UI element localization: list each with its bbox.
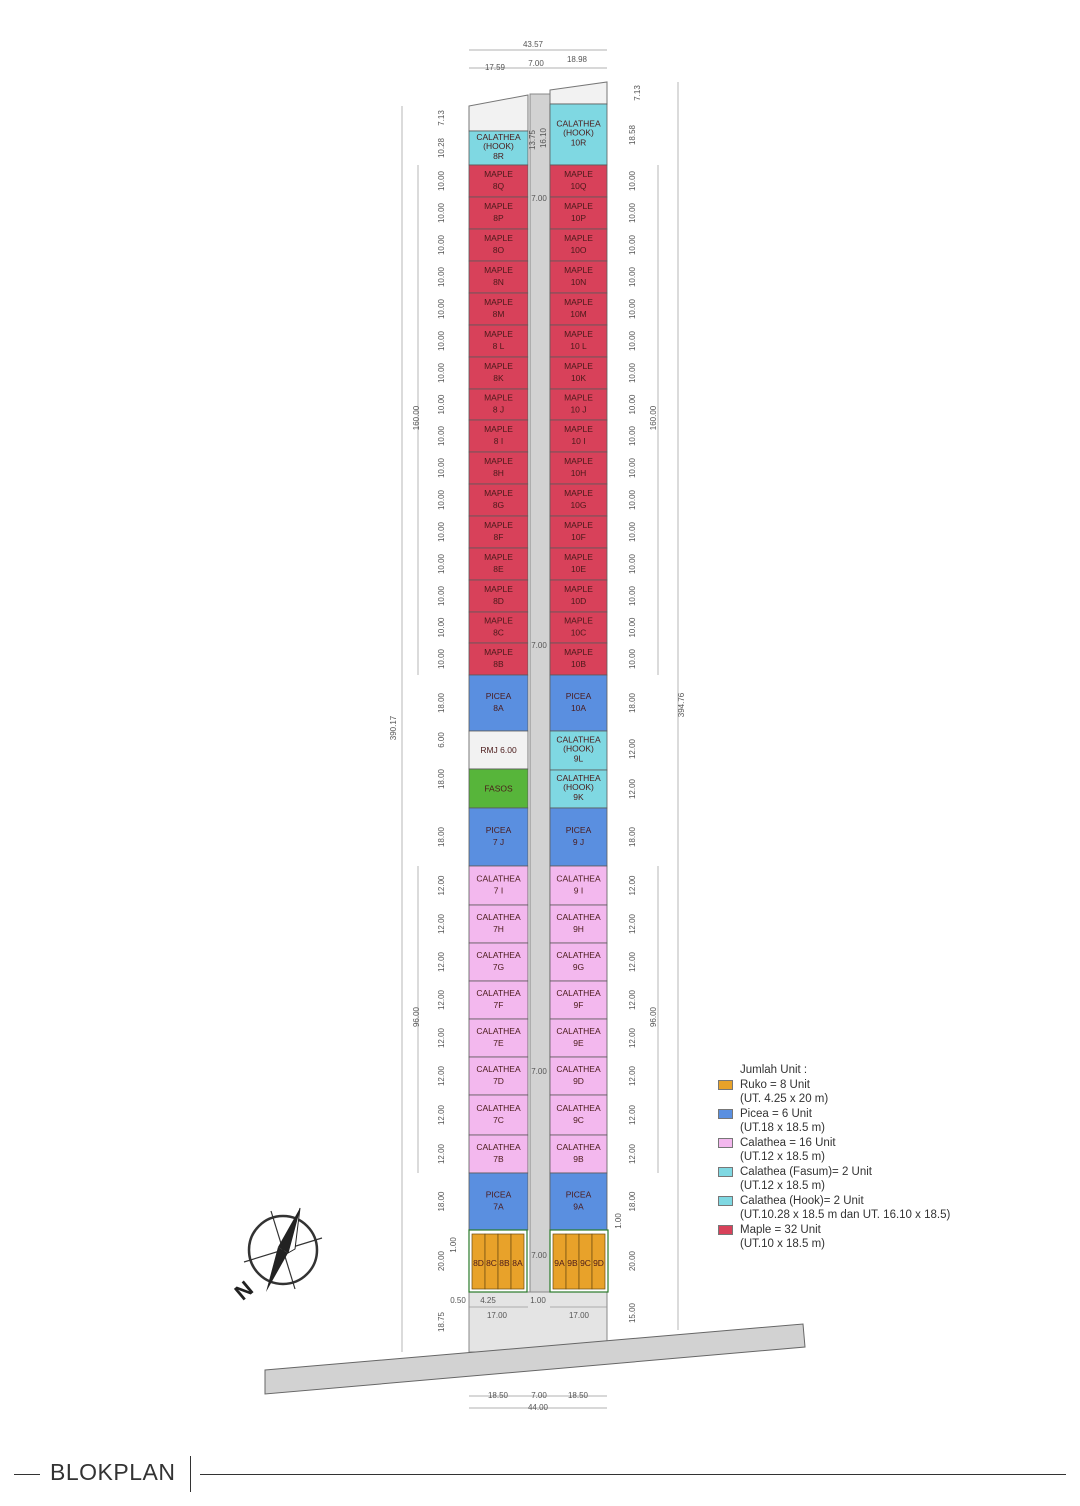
lot-code-label: 8K xyxy=(493,373,504,383)
left-calathea-lot-dim: 12.00 xyxy=(437,951,446,973)
legend-detail: (UT.10 x 18.5 m) xyxy=(740,1238,825,1250)
lot-sub-label: (HOOK) xyxy=(563,782,594,792)
lot-type-label: CALATHEA xyxy=(476,1064,521,1074)
lot-code-label: 10P xyxy=(570,213,587,223)
lot-type-label: MAPLE xyxy=(564,297,593,307)
right-lot-dim: 10.00 xyxy=(628,457,637,479)
legend-label: Ruko = 8 Unit xyxy=(740,1078,810,1091)
lot-type-label: CALATHEA xyxy=(476,873,521,884)
lot-code-label: 7E xyxy=(493,1038,504,1048)
lot-code-label: 9G xyxy=(572,962,585,972)
right-lot-dim: 10.00 xyxy=(628,362,637,384)
lot-code-label: 10N xyxy=(570,277,587,287)
lot-code-label: 8 I xyxy=(493,436,504,446)
left-lot-dim: 10.00 xyxy=(437,170,446,192)
right-calathea-lot-dim: 12.00 xyxy=(628,1065,637,1087)
right-lot-dim: 10.00 xyxy=(628,266,637,288)
lot-code-label: 10R xyxy=(570,137,587,148)
lot-type-label: MAPLE xyxy=(484,201,513,211)
bottom-left-dim: 18.75 xyxy=(437,1311,446,1333)
right-lot-dim: 10.00 xyxy=(628,394,637,415)
left-lot-dim: 10.00 xyxy=(437,648,446,670)
legend-detail: (UT.12 x 18.5 m) xyxy=(740,1180,825,1192)
lot-code-label: 10M xyxy=(570,309,587,319)
footer-separator xyxy=(190,1456,191,1492)
lot-type-label: CALATHEA xyxy=(556,773,601,783)
lot-type-label: MAPLE xyxy=(484,169,513,179)
lot-code-label: 10 I xyxy=(571,436,586,446)
mid-b-dim: 16.10 xyxy=(539,127,548,149)
lot-type-label: MAPLE xyxy=(484,265,513,275)
legend-label: Calathea = 16 Unit xyxy=(740,1136,836,1149)
road-width-label: 7.00 xyxy=(531,194,547,203)
left-maple-dim: 160.00 xyxy=(412,405,421,431)
lot-code-label: 10O xyxy=(570,245,587,255)
lot-type-label: CALATHEA xyxy=(476,988,521,998)
lot-type-label: PICEA xyxy=(565,1189,592,1200)
lot-type-label: CALATHEA xyxy=(476,1103,521,1113)
lot-code-label: 9E xyxy=(573,1038,584,1048)
right-picea-dim: 18.00 xyxy=(628,692,637,714)
top-left-a-dim: 7.13 xyxy=(437,110,446,126)
lot-code-label: 9A xyxy=(573,1201,584,1212)
lot-type-label: MAPLE xyxy=(564,361,593,371)
footer-rule-left xyxy=(14,1474,40,1475)
right-calathea-lot-dim: 12.00 xyxy=(628,875,637,896)
lot-type-label: CALATHEA xyxy=(476,132,521,142)
legend-title: Jumlah Unit : xyxy=(740,1064,808,1076)
right-lot-dim: 10.00 xyxy=(628,617,637,638)
lot-type-label: CALATHEA xyxy=(556,873,601,884)
lot-type-label: PICEA xyxy=(485,1189,512,1200)
lot-code-label: 8H xyxy=(493,468,504,478)
right-total-dim: 394.76 xyxy=(677,692,686,718)
left-total-dim: 390.17 xyxy=(389,715,398,741)
right-picea-dim: 18.00 xyxy=(628,826,637,848)
lot-code-label: 7C xyxy=(493,1115,504,1125)
lot-code-label: 8N xyxy=(493,277,504,287)
right-ruko-dim: 20.00 xyxy=(628,1250,637,1272)
lot-code-label: 8O xyxy=(492,245,505,255)
top-dim-tick: 7.13 xyxy=(633,85,642,101)
left-calathea-lot-dim: 12.00 xyxy=(437,1027,446,1049)
lot-code-label: 10 J xyxy=(570,404,587,415)
left-lot-dim: 10.00 xyxy=(437,553,446,575)
ruko-code-label: 9C xyxy=(580,1258,591,1268)
top-dim-road: 7.00 xyxy=(528,59,544,68)
lot-type-label: CALATHEA xyxy=(556,1103,601,1113)
left-calathea-lot-dim: 12.00 xyxy=(437,875,446,896)
left-picea-dim: 18.00 xyxy=(437,692,446,714)
left-lot-dim: 10.00 xyxy=(437,394,446,415)
lot-type-label: MAPLE xyxy=(484,552,513,562)
ruko-code-label: 8B xyxy=(499,1258,510,1268)
lot-code-label: 7A xyxy=(493,1201,504,1212)
right-calathea-lot-dim: 12.00 xyxy=(628,1143,637,1165)
lot-type-label: MAPLE xyxy=(564,329,593,339)
lot-type-label: MAPLE xyxy=(484,647,513,657)
lot-type-label: PICEA xyxy=(565,825,592,835)
lot-code-label: 9L xyxy=(573,753,584,764)
legend-items xyxy=(718,1078,950,1252)
lot-type-label: CALATHEA xyxy=(556,1026,601,1036)
lot-code-label: 8G xyxy=(492,500,505,510)
lot-code-label: 9H xyxy=(573,924,584,934)
lot-code-label: 10B xyxy=(570,659,587,669)
lot-code-label: 10C xyxy=(570,627,587,638)
lot-code-label: 10G xyxy=(570,500,587,510)
lot-code-label: 8 J xyxy=(492,404,505,415)
lot-type-label: MAPLE xyxy=(564,265,593,275)
ruko-left-width-dim: 17.00 xyxy=(486,1311,508,1320)
ruko-unit-dim: 4.25 xyxy=(480,1296,496,1305)
legend-item xyxy=(718,1223,950,1238)
bottom-dim-right: 18.50 xyxy=(567,1391,589,1400)
bottom-dim-left: 18.50 xyxy=(487,1391,509,1400)
central-road xyxy=(530,94,550,1352)
lot-type-label: MAPLE xyxy=(564,615,593,626)
ruko-code-label: 9B xyxy=(567,1258,578,1268)
left-rmj-dim: 6.00 xyxy=(437,732,446,748)
lot-type-label: MAPLE xyxy=(564,488,593,498)
lot-type-label: MAPLE xyxy=(484,456,513,466)
road-width-label: 7.00 xyxy=(531,641,547,650)
lot-type-label: CALATHEA xyxy=(556,1064,601,1074)
legend-item xyxy=(718,1078,950,1093)
legend-swatch xyxy=(718,1225,733,1235)
lot-type-label: PICEA xyxy=(485,691,512,701)
lot-type-label: FASOS xyxy=(484,783,513,794)
ruko-code-label: 8D xyxy=(473,1258,484,1268)
left-calathea-lot-dim: 12.00 xyxy=(437,1104,446,1126)
right-lot-dim: 10.00 xyxy=(628,553,637,575)
legend-item xyxy=(718,1194,950,1209)
left-lot-dim: 10.00 xyxy=(437,330,446,352)
lot-code-label: 9K xyxy=(573,792,584,802)
lot-type-label: CALATHEA xyxy=(556,118,601,129)
right-lot-dim: 10.00 xyxy=(628,489,637,511)
right-lot-dim: 10.00 xyxy=(628,202,637,224)
lot-sub-label: (HOOK) xyxy=(563,127,594,138)
legend-label: Maple = 32 Unit xyxy=(740,1223,821,1236)
mid-a-dim: 13.75 xyxy=(528,129,537,151)
lot-code-label: 9B xyxy=(573,1154,584,1164)
left-lot-dim: 10.00 xyxy=(437,521,446,543)
lot-sub-label: (HOOK) xyxy=(563,743,594,754)
lot-type-label: MAPLE xyxy=(484,584,513,594)
legend-swatch xyxy=(718,1109,733,1119)
lot-code-label: 8M xyxy=(492,309,505,319)
lot-type-label: CALATHEA xyxy=(476,912,521,922)
lot-code-label: 8B xyxy=(493,659,504,669)
left-lot-dim: 10.00 xyxy=(437,489,446,511)
left-lot-dim: 10.00 xyxy=(437,362,446,384)
left-lot-dim: 10.00 xyxy=(437,617,446,638)
legend-swatch xyxy=(718,1080,733,1090)
lot-type-label: RMJ 6.00 xyxy=(480,745,517,755)
lot-code-label: 8A xyxy=(493,703,504,713)
lot-code-label: 8Q xyxy=(492,181,505,191)
legend-detail: (UT.18 x 18.5 m) xyxy=(740,1122,825,1134)
lot-code-label: 7H xyxy=(493,924,504,934)
lot-type-label: PICEA xyxy=(485,825,512,835)
lot-code-label: 10Q xyxy=(570,181,587,191)
right-calathea-lot-dim: 12.00 xyxy=(628,1104,637,1126)
lot-type-label: PICEA xyxy=(565,691,592,701)
lot-type-label: MAPLE xyxy=(564,201,593,211)
left-calathea-lot-dim: 12.00 xyxy=(437,913,446,935)
unit-legend xyxy=(718,1063,950,1252)
legend-item xyxy=(718,1165,950,1180)
ruko-code-label: 8A xyxy=(512,1258,523,1268)
lot-type-label: MAPLE xyxy=(484,392,513,403)
left-calathea-lot-dim: 12.00 xyxy=(437,1065,446,1087)
right-maple-dim: 160.00 xyxy=(649,405,658,431)
lot-code-label: 9D xyxy=(573,1076,584,1086)
top-dim-total: 43.57 xyxy=(522,40,544,49)
right-lot-dim: 10.00 xyxy=(628,521,637,543)
left-calathea-lot-dim: 12.00 xyxy=(437,989,446,1011)
right-lot-dim: 10.00 xyxy=(628,585,637,607)
right-calathea-dim: 96.00 xyxy=(649,1006,658,1028)
lot-type-label: CALATHEA xyxy=(556,912,601,922)
lot-type-label: MAPLE xyxy=(564,520,593,530)
left-calathea-lot-dim: 12.00 xyxy=(437,1143,446,1165)
lot-type-label: MAPLE xyxy=(484,329,513,339)
lot-type-label: MAPLE xyxy=(564,233,593,243)
road-width-label: 7.00 xyxy=(531,1251,547,1260)
left-fasos-dim: 18.00 xyxy=(437,768,446,790)
legend-label: Calathea (Fasum)= 2 Unit xyxy=(740,1165,872,1178)
right-lot-dim: 10.00 xyxy=(628,648,637,670)
lot-code-label: 9 I xyxy=(573,885,584,896)
ruko-code-label: 9D xyxy=(593,1258,604,1268)
lot-type-label: MAPLE xyxy=(484,424,513,434)
lot-code-label: 8P xyxy=(493,213,504,223)
compass-icon xyxy=(230,1208,322,1305)
lot-code-label: 8D xyxy=(493,596,504,606)
right-picea-dim: 18.00 xyxy=(628,1191,637,1212)
lot-sub-label: (HOOK) xyxy=(483,141,514,151)
left-picea-dim: 18.00 xyxy=(437,1191,446,1212)
lot-code-label: 8F xyxy=(493,532,504,542)
lot-code-label: 8 L xyxy=(492,341,505,351)
right-calathea-lot-dim: 12.00 xyxy=(628,1027,637,1049)
lot-type-label: MAPLE xyxy=(564,169,593,179)
top-dim-right: 18.98 xyxy=(566,55,588,64)
lot-type-label: MAPLE xyxy=(484,233,513,243)
lot-code-label: 10F xyxy=(571,532,586,542)
left-lot-dim: 10.00 xyxy=(437,425,446,447)
right-ruko-gap-dim: 1.00 xyxy=(614,1213,623,1229)
footer-rule-right xyxy=(200,1474,1066,1475)
legend-swatch xyxy=(718,1138,733,1148)
lot-code-label: 9C xyxy=(573,1115,584,1125)
lot-code-label: 9F xyxy=(573,1000,584,1010)
lot-code-label: 9 J xyxy=(572,837,585,847)
legend-item xyxy=(718,1136,950,1151)
ruko-code-label: 9A xyxy=(554,1258,565,1268)
right-calathea-lot-dim: 12.00 xyxy=(628,951,637,973)
left-lot-dim: 10.00 xyxy=(437,585,446,607)
ruko-code-label: 8C xyxy=(486,1258,497,1268)
north-label: N xyxy=(229,1275,258,1306)
legend-label: Picea = 6 Unit xyxy=(740,1107,812,1120)
lot-code-label: 7 J xyxy=(492,837,505,847)
lot-code-label: 10H xyxy=(570,468,587,478)
left-lot-dim: 10.00 xyxy=(437,457,446,479)
legend-detail: (UT.10.28 x 18.5 m dan UT. 16.10 x 18.5) xyxy=(740,1209,951,1221)
lot-type-label: MAPLE xyxy=(564,552,593,562)
left-lot-dim: 10.00 xyxy=(437,234,446,256)
top-left-b-dim: 10.28 xyxy=(437,137,446,159)
ruko-right-width-dim: 17.00 xyxy=(568,1311,590,1320)
lot-code-label: 7B xyxy=(493,1154,504,1164)
right-lot-dim: 10.00 xyxy=(628,234,637,256)
left-lot-dim: 10.00 xyxy=(437,298,446,320)
lot-code-label: 7 I xyxy=(493,885,504,896)
right-calathea-lot-dim: 12.00 xyxy=(628,989,637,1011)
right-lot-dim: 10.00 xyxy=(628,170,637,192)
lot-code-label: 8R xyxy=(493,151,504,161)
lot-code-label: 10 L xyxy=(570,341,587,351)
left-lot-dim: 10.00 xyxy=(437,266,446,288)
left-ruko-gap-dim: 1.00 xyxy=(449,1237,458,1253)
lot-type-label: MAPLE xyxy=(564,424,593,434)
ruko-offset-dim: 0.50 xyxy=(450,1296,466,1305)
lot-code-label: 8C xyxy=(493,627,504,638)
lot-type-label: MAPLE xyxy=(484,520,513,530)
right-hook-dim: 12.00 xyxy=(628,778,637,800)
bottom-dim-road: 7.00 xyxy=(531,1391,547,1400)
lot-code-label: 10K xyxy=(570,373,587,383)
lot-type-label: MAPLE xyxy=(484,488,513,498)
right-hook-dim: 12.00 xyxy=(628,738,637,760)
lot-type-label: CALATHEA xyxy=(556,988,601,998)
lot-code-label: 7D xyxy=(493,1076,504,1086)
lot-code-label: 8E xyxy=(493,564,504,574)
top-dim-left: 17.59 xyxy=(484,63,506,72)
left-lot-dim: 10.00 xyxy=(437,202,446,224)
lot-code-label: 7F xyxy=(493,1000,504,1010)
lot-type-label: CALATHEA xyxy=(556,734,601,745)
top-right-dim: 18.58 xyxy=(628,124,637,146)
legend-swatch xyxy=(718,1196,733,1206)
ruko-gap-dim: 1.00 xyxy=(530,1296,546,1305)
lot-code-label: 10D xyxy=(570,596,587,606)
lot-type-label: CALATHEA xyxy=(476,1026,521,1036)
right-calathea-lot-dim: 12.00 xyxy=(628,913,637,935)
lot-type-label: CALATHEA xyxy=(476,950,521,960)
lot-type-label: MAPLE xyxy=(564,647,593,657)
page-title: BLOKPLAN xyxy=(50,1459,176,1485)
left-calathea-dim: 96.00 xyxy=(412,1006,421,1028)
legend-item xyxy=(718,1107,950,1122)
lot-type-label: MAPLE xyxy=(564,456,593,466)
lot-code-label: 10E xyxy=(570,564,587,574)
lot-code-label: 7G xyxy=(492,962,505,972)
legend-swatch xyxy=(718,1167,733,1177)
left-ruko-dim: 20.00 xyxy=(437,1250,446,1272)
lot-code-label: 10A xyxy=(570,703,587,713)
legend-detail: (UT.12 x 18.5 m) xyxy=(740,1151,825,1163)
lot-type-label: MAPLE xyxy=(484,361,513,371)
lot-type-label: CALATHEA xyxy=(556,950,601,960)
lot-type-label: MAPLE xyxy=(484,615,513,626)
lot-type-label: MAPLE xyxy=(484,297,513,307)
legend-label: Calathea (Hook)= 2 Unit xyxy=(740,1194,864,1207)
top-left-wedge xyxy=(469,95,528,131)
right-lot-dim: 10.00 xyxy=(628,298,637,320)
bottom-dim-total: 44.00 xyxy=(527,1403,549,1412)
right-lot-dim: 10.00 xyxy=(628,330,637,352)
lot-type-label: MAPLE xyxy=(564,584,593,594)
lot-type-label: MAPLE xyxy=(564,392,593,403)
top-right-wedge xyxy=(550,82,607,104)
bottom-right-dim: 15.00 xyxy=(628,1302,637,1324)
legend-detail: (UT. 4.25 x 20 m) xyxy=(740,1093,829,1105)
lot-type-label: CALATHEA xyxy=(476,1142,521,1152)
right-lot-dim: 10.00 xyxy=(628,425,637,447)
lot-type-label: CALATHEA xyxy=(556,1142,601,1152)
left-picea-dim: 18.00 xyxy=(437,826,446,848)
road-width-label: 7.00 xyxy=(531,1067,547,1076)
